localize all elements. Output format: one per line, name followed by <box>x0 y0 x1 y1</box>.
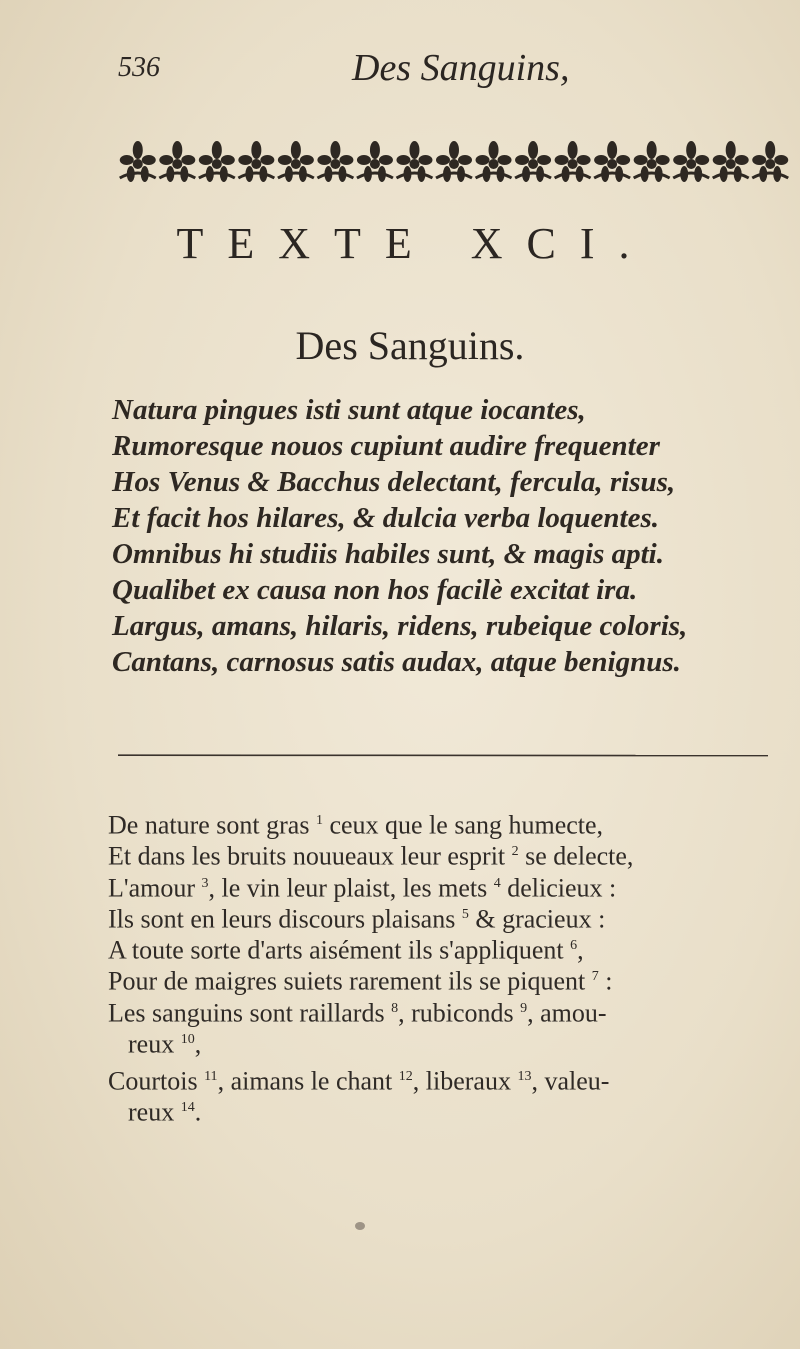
verse-text: , liberaux <box>412 1066 518 1096</box>
french-verse-line <box>108 902 798 933</box>
french-verse-line <box>108 839 798 870</box>
fleuron-icon <box>594 141 630 182</box>
latin-verse-line: Largus, amans, hilaris, ridens, rubeique coloris, <box>112 610 688 642</box>
verse-text: De nature sont gras <box>108 810 316 840</box>
french-verse-line <box>108 1095 798 1126</box>
footnote-number: 4 <box>493 875 501 891</box>
verse-text: A toute sorte d'arts aisément ils s'appliquent <box>108 935 571 965</box>
latin-verse-line: Et facit hos hilares, & dulcia verba loquentes. <box>112 502 659 534</box>
footnote-number: 14 <box>180 1100 195 1116</box>
section-subtitle: Des Sanguins. <box>295 323 525 368</box>
verse-text: Et dans les bruits nouueaux leur esprit <box>108 841 512 871</box>
footnote-number: 12 <box>398 1069 413 1084</box>
fleuron-icon <box>713 141 749 182</box>
verse-text: Pour de maigres suiets rarement ils se piquent <box>108 966 592 996</box>
floral-ornament-icon <box>118 138 790 190</box>
verse-text: , amou- <box>527 998 607 1028</box>
verse-text: L'amour <box>108 873 202 903</box>
fleuron-icon <box>357 141 393 182</box>
verse-text: , aimans le chant <box>217 1066 399 1096</box>
verse-text: Ils sont en leurs discours plaisans <box>108 904 462 934</box>
latin-verse-line: Cantans, carnosus satis audax, atque benignus. <box>112 646 681 678</box>
french-verse-line <box>108 933 798 964</box>
verse-text: , <box>577 935 584 965</box>
footnote-number: 1 <box>315 813 323 828</box>
divider-rule <box>118 754 768 757</box>
fleuron-icon <box>120 141 156 182</box>
footnote-number: 3 <box>201 875 209 891</box>
floral-ornament-band <box>118 138 790 190</box>
page-header <box>0 42 800 102</box>
footnote-number: 11 <box>204 1069 218 1084</box>
latin-verse-line: Natura pingues isti sunt atque iocantes, <box>112 394 586 426</box>
fleuron-icon <box>634 141 670 182</box>
fleuron-icon <box>278 141 314 182</box>
french-verse-line <box>108 1064 798 1095</box>
footnote-number: 5 <box>461 906 469 922</box>
french-verse-line <box>108 808 798 839</box>
french-verse-line <box>108 871 798 902</box>
verse-text: reux <box>128 1029 181 1059</box>
verse-text: Courtois <box>108 1066 205 1096</box>
fleuron-icon <box>555 141 591 182</box>
latin-verse <box>112 392 800 680</box>
ink-smudge <box>355 1222 365 1230</box>
fleuron-icon <box>436 141 472 182</box>
footnote-number: 13 <box>517 1069 532 1084</box>
fleuron-icon <box>515 141 551 182</box>
latin-verse-line: Qualibet ex causa non hos facilè excitat ira. <box>112 574 638 606</box>
footnote-number: 2 <box>511 844 519 860</box>
french-verse <box>108 808 798 1127</box>
latin-verse-line: Hos Venus & Bacchus delectant, fercula, risus, <box>112 466 676 498</box>
verse-text: Les sanguins sont raillards <box>108 998 392 1028</box>
fleuron-icon <box>199 141 235 182</box>
verse-text: reux <box>128 1097 181 1127</box>
fleuron-icon <box>396 141 432 182</box>
verse-text: , valeu- <box>531 1066 610 1096</box>
french-verse-line <box>108 964 798 995</box>
latin-verse-line: Rumoresque nouos cupiunt audire frequenter <box>112 430 660 462</box>
verse-text: delicieux : <box>500 873 617 903</box>
footnote-number: 9 <box>520 1000 528 1016</box>
latin-verse-line: Omnibus hi studiis habiles sunt, & magis apti. <box>112 538 664 570</box>
verse-text: , rubiconds <box>398 998 521 1028</box>
page-number: 536 <box>118 52 160 83</box>
footnote-number: 10 <box>180 1031 195 1047</box>
french-verse-line <box>108 1027 798 1058</box>
verse-text: : <box>598 966 613 996</box>
verse-text: , le vin leur plaist, les mets <box>208 873 494 903</box>
fleuron-icon <box>673 141 709 182</box>
footnote-number: 6 <box>570 938 578 953</box>
verse-text: ceux que le sang humecte, <box>322 810 604 840</box>
verse-text: , <box>194 1029 202 1059</box>
verse-text: se delecte, <box>518 841 634 871</box>
fleuron-icon <box>238 141 274 182</box>
fleuron-icon <box>476 141 512 182</box>
running-title: Des Sanguins, <box>352 47 570 89</box>
footnote-number: 7 <box>591 969 599 985</box>
french-verse-line <box>108 996 798 1027</box>
footnote-number: 8 <box>391 1000 399 1016</box>
fleuron-icon <box>159 141 195 182</box>
fleuron-icon <box>317 141 353 182</box>
text-number-heading: TEXTE XCI. <box>176 219 654 268</box>
fleuron-icon <box>752 141 788 182</box>
verse-text: & gracieux : <box>468 904 606 934</box>
verse-text: . <box>194 1097 202 1127</box>
